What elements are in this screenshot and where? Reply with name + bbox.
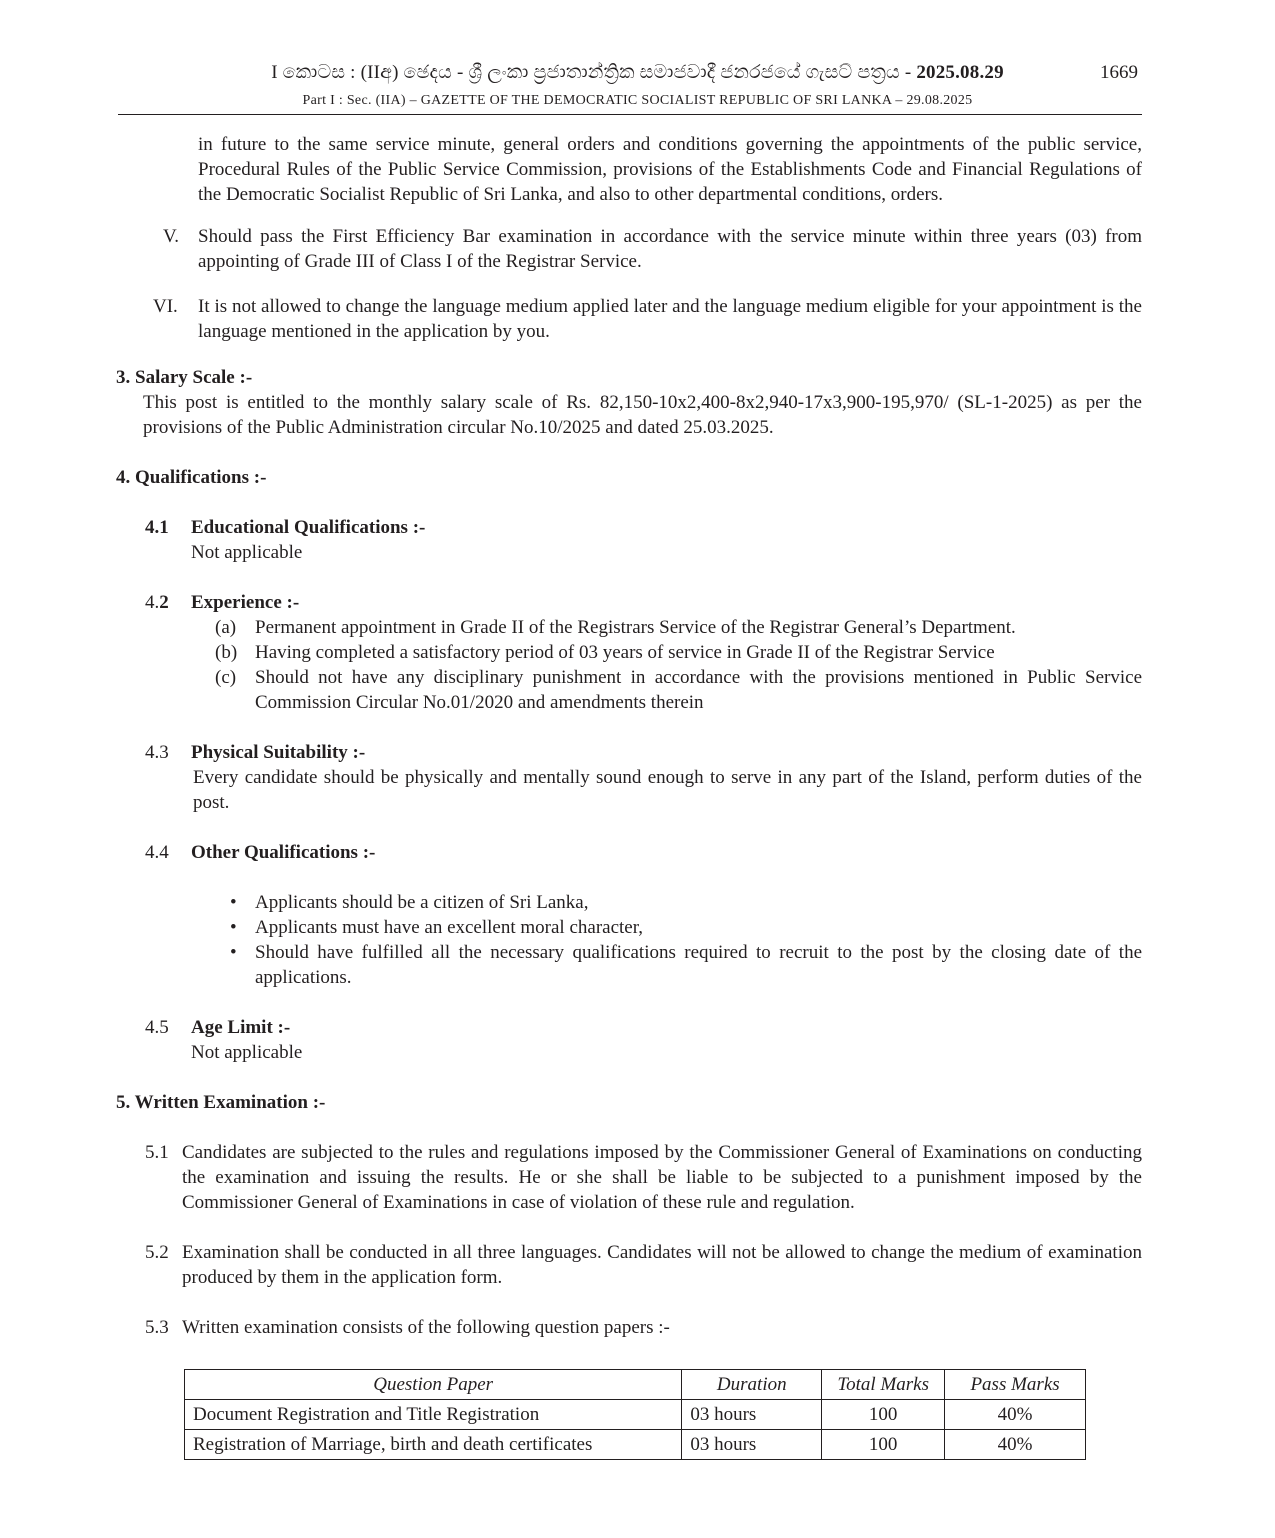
section-5-3-number: 5.3	[145, 1317, 169, 1338]
header-date: 2025.08.29	[916, 62, 1004, 83]
section-4-3-number: 4.3	[145, 742, 169, 763]
experience-item-c: Should not have any disciplinary punishment in accordance with the provisions mentioned in Public Service Commission Circular No.01/2020 and amendments therein	[255, 667, 1142, 713]
section-5-heading: 5. Written Examination :-	[116, 1092, 326, 1113]
other-qualification-2: Applicants must have an excellent moral character,	[255, 917, 644, 938]
other-qualification-1: Applicants should be a citizen of Sri Lanka,	[255, 892, 589, 913]
experience-label-a: (a)	[215, 617, 237, 638]
table-cell-pass-marks: 40%	[945, 1400, 1086, 1430]
section-4-5-heading: Age Limit :-	[191, 1017, 291, 1038]
table-cell-duration: 03 hours	[682, 1400, 822, 1430]
bullet-icon: •	[230, 917, 237, 938]
section-4-1-text: Not applicable	[191, 542, 303, 563]
header-question-paper: Question Paper	[185, 1370, 682, 1400]
experience-item-a: Permanent appointment in Grade II of the Registrars Service of the Registrar General’s Department.	[255, 617, 1016, 638]
other-qualification-3: Should have fulfilled all the necessary qualifications required to recruit to the post by the closing date of the applications.	[255, 942, 1142, 988]
header-total-marks: Total Marks	[822, 1370, 945, 1400]
experience-label-c: (c)	[215, 667, 237, 688]
header-duration: Duration	[682, 1370, 822, 1400]
question-paper-table	[184, 1369, 1086, 1460]
header-rule	[118, 114, 1142, 115]
section-4-5-number: 4.5	[145, 1017, 169, 1038]
intro-paragraph: in future to the same service minute, general orders and conditions governing the appointments of the public service, Procedural Rules of the Public Service Commission, provisions of the Establishments Code and Financial Regulations of the Democratic Socialist Republic of Sri Lanka, and also to other departmental conditions, orders.	[198, 134, 1142, 205]
header-pass-marks: Pass Marks	[945, 1370, 1086, 1400]
item-vi-text: It is not allowed to change the language medium applied later and the language medium eligible for your appointment is the language mentioned in the application by you.	[198, 296, 1142, 342]
item-v-number: V.	[163, 226, 180, 247]
item-vi-number: VI.	[153, 296, 178, 317]
section-4-heading: 4. Qualifications :-	[116, 467, 267, 488]
table-cell-paper: Document Registration and Title Registration	[185, 1400, 682, 1430]
section-4-1-number: 4.1	[145, 517, 169, 538]
section-5-2-number: 5.2	[145, 1242, 169, 1263]
section-4-3-heading: Physical Suitability :-	[191, 742, 366, 763]
section-4-1-heading: Educational Qualifications :-	[191, 517, 426, 538]
section-3-heading: 3. Salary Scale :-	[116, 367, 253, 388]
section-5-2-text: Examination shall be conducted in all three languages. Candidates will not be allowed to change the medium of examination produced by them in the application form.	[182, 1242, 1142, 1288]
section-5-1-number: 5.1	[145, 1142, 169, 1163]
section-4-4-number: 4.4	[145, 842, 169, 863]
table-row	[185, 1400, 1086, 1430]
section-5-1-text: Candidates are subjected to the rules and regulations imposed by the Commissioner General of Examinations on conducting the examination and issuing the results. He or she shall be liable to be subjected to a punishment imposed by the Commissioner General of Examinations in case of violation of these rule and regulation.	[182, 1142, 1142, 1213]
section-4-3-text: Every candidate should be physically and mentally sound enough to serve in any part of the Island, perform duties of the post.	[193, 767, 1142, 813]
section-4-2-number-a: 4.	[145, 592, 160, 613]
section-4-4-heading: Other Qualifications :-	[191, 842, 376, 863]
section-4-5-text: Not applicable	[191, 1042, 303, 1063]
table-cell-pass-marks: 40%	[945, 1430, 1086, 1460]
table-cell-duration: 03 hours	[682, 1430, 822, 1460]
table-cell-total-marks: 100	[822, 1400, 945, 1430]
gazette-header-sinhala	[0, 60, 1275, 85]
header-sinhala-text: I කොටස : (IIඅ) ඡෙදය - ශ්‍රී ලංකා ප්‍රජාතාන්ත්‍රික සමාජවාදී ජනරජයේ ගැසට් පත්‍රය -	[271, 62, 917, 83]
section-4-2-number	[145, 590, 169, 615]
section-4-2-heading: Experience :-	[191, 592, 300, 613]
gazette-header-english: Part I : Sec. (IIA) – GAZETTE OF THE DEMOCRATIC SOCIALIST REPUBLIC OF SRI LANKA – 29.08.2025	[302, 93, 973, 108]
bullet-icon: •	[230, 892, 237, 913]
table-cell-total-marks: 100	[822, 1430, 945, 1460]
section-5-3-text: Written examination consists of the following question papers :-	[182, 1317, 670, 1338]
bullet-icon: •	[230, 942, 237, 963]
section-4-2-number-b: 2	[159, 592, 169, 613]
experience-item-b: Having completed a satisfactory period of 03 years of service in Grade II of the Registrar Service	[255, 642, 995, 663]
page-number: 1669	[1100, 62, 1138, 83]
table-header-row	[185, 1370, 1086, 1400]
experience-label-b: (b)	[215, 642, 238, 663]
section-3-text: This post is entitled to the monthly salary scale of Rs. 82,150-10x2,400-8x2,940-17x3,900-195,970/ (SL-1-2025) as per the provisions of the Public Administration circular No.10/2025 and dated 25.03.2025.	[143, 392, 1142, 438]
table-row	[185, 1430, 1086, 1460]
item-v-text: Should pass the First Efficiency Bar examination in accordance with the service minute within three years (03) from appointing of Grade III of Class I of the Registrar Service.	[198, 226, 1142, 272]
table-cell-paper: Registration of Marriage, birth and death certificates	[185, 1430, 682, 1460]
